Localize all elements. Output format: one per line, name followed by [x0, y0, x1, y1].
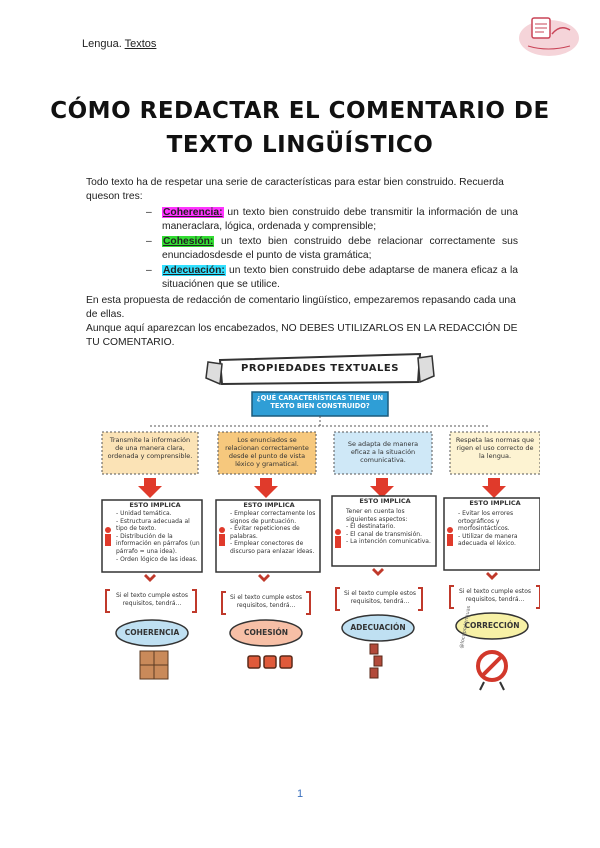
implica-item: - Utilizar de manera adecuada el léxico. — [458, 532, 518, 548]
author-tag: @locoporlenguas — [458, 605, 473, 649]
implica-label-2: ESTO IMPLICA — [243, 501, 295, 509]
paragraph-1: En esta propuesta de redacción de comentario lingüístico, empezaremos repasando cada una de ellas. — [86, 295, 516, 320]
property-cohesion: – Cohesión: un texto bien construido debe relacionar correctamente sus enunciadosdesde el punto de vista gramática; — [146, 236, 518, 261]
implica-label-4: ESTO IMPLICA — [469, 499, 521, 507]
implica-item: - Emplear correctamente los signos de puntuación. — [230, 510, 316, 525]
implica-item: - Estructura adecuada al tipo de texto. — [116, 517, 190, 533]
implica-item: - Unidad temática. — [116, 510, 172, 517]
top-text-coherencia: Transmite la información de una manera clara, ordenada y comprensible. — [107, 436, 193, 460]
implica-label-1: ESTO IMPLICA — [129, 501, 181, 509]
text-cohesion: un texto bien construido debe relacionar correctamente sus enunciadosdesde el punto de vista gramática; — [162, 236, 518, 261]
term-cohesion: Cohesión: — [163, 236, 214, 247]
implica-item: - El canal de transmisión. — [346, 530, 422, 538]
infographic-banner: PROPIEDADES TEXTUALES — [241, 363, 399, 374]
title-line-2: TEXTO LINGÜÍSTICO — [166, 132, 434, 158]
page-header — [82, 38, 156, 50]
properties-list — [86, 206, 518, 292]
property-coherencia: – Coherencia: un texto bien construido debe transmitir la información de una maneraclara, lógica, ordenada y comprensible; — [146, 207, 518, 232]
document-body — [86, 176, 518, 350]
property-adecuacion: – Adecuación: un texto bien construido debe adaptarse de manera eficaz a la situaciónen que se utilice. — [146, 265, 518, 290]
result-cohesion: COHESIÓN — [243, 628, 289, 637]
infographic-question: ¿QUÉ CARACTERÍSTICAS TIENE UN TEXTO BIEN CONSTRUIDO? — [256, 394, 384, 410]
implica-item: - Evitar repeticiones de palabras. — [230, 525, 300, 540]
paragraph-2: Aunque aquí aparezcan los encabezados, NO DEBES UTILIZARLOS EN LA REDACCIÓN DE TU COMENTARIO. — [86, 323, 518, 348]
implica-list-correccion — [458, 510, 538, 548]
intro-paragraph: Todo texto ha de respetar una serie de características para estar bien construido. Recuerda queson tres: — [86, 177, 504, 202]
cumple-text-2: Si el texto cumple estos requisitos, tendrá... — [229, 594, 303, 609]
implica-item: - La intención comunicativa. — [346, 538, 431, 546]
result-adecuacion: ADECUACIÓN — [350, 623, 406, 632]
title-line-1: CÓMO REDACTAR EL COMENTARIO DE — [50, 98, 550, 124]
cumple-text-4: Si el texto cumple estos requisitos, tendrá... — [458, 588, 532, 603]
term-adecuacion: Adecuación: — [163, 265, 225, 276]
implica-list-coherencia — [116, 510, 200, 563]
logo-image — [516, 8, 582, 60]
top-text-adecuacion: Se adapta de manera eficaz a la situación comunicativa. — [347, 440, 419, 464]
result-correccion: CORRECCIÓN — [464, 621, 520, 630]
implica-label-3: ESTO IMPLICA — [359, 497, 411, 505]
top-text-correccion: Respeta las normas que rigen el uso correcto de la lengua. — [455, 436, 535, 460]
implica-list-adecuacion — [346, 508, 434, 546]
cumple-text-1: Si el texto cumple estos requisitos, tendrá... — [115, 592, 189, 607]
implica-list-cohesion — [230, 510, 318, 556]
text-adecuacion: un texto bien construido debe adaptarse de manera eficaz a la situaciónen que se utilice. — [162, 265, 518, 290]
implica-item: - Evitar los errores ortográficos y morfosintácticos. — [458, 510, 514, 533]
page-number: 1 — [296, 788, 304, 800]
page-title — [40, 94, 560, 162]
term-coherencia: Coherencia: — [163, 207, 223, 218]
cumple-text-3: Si el texto cumple estos requisitos, tendrá... — [343, 590, 417, 605]
text-coherencia: un texto bien construido debe transmitir la información de una maneraclara, lógica, ordenada y comprensible; — [162, 207, 518, 232]
infographic — [100, 348, 540, 693]
result-coherencia: COHERENCIA — [124, 628, 180, 637]
header-topic: Textos — [124, 38, 157, 50]
implica-item: - El destinatario. — [346, 523, 396, 531]
implica-item: Tener en cuenta los siguientes aspectos: — [346, 508, 408, 523]
implica-item: - Emplear conectores de discurso para enlazar ideas. — [230, 540, 315, 555]
header-subject: Lengua. — [82, 38, 122, 50]
top-text-cohesion: Los enunciados se relacionan correctamente desde el punto de vista léxico y gramatical. — [225, 436, 309, 468]
implica-item: - Distribución de la información en párrafos (un párrafo = una idea). — [116, 532, 200, 555]
implica-item: - Orden lógico de las ideas. — [116, 555, 198, 563]
